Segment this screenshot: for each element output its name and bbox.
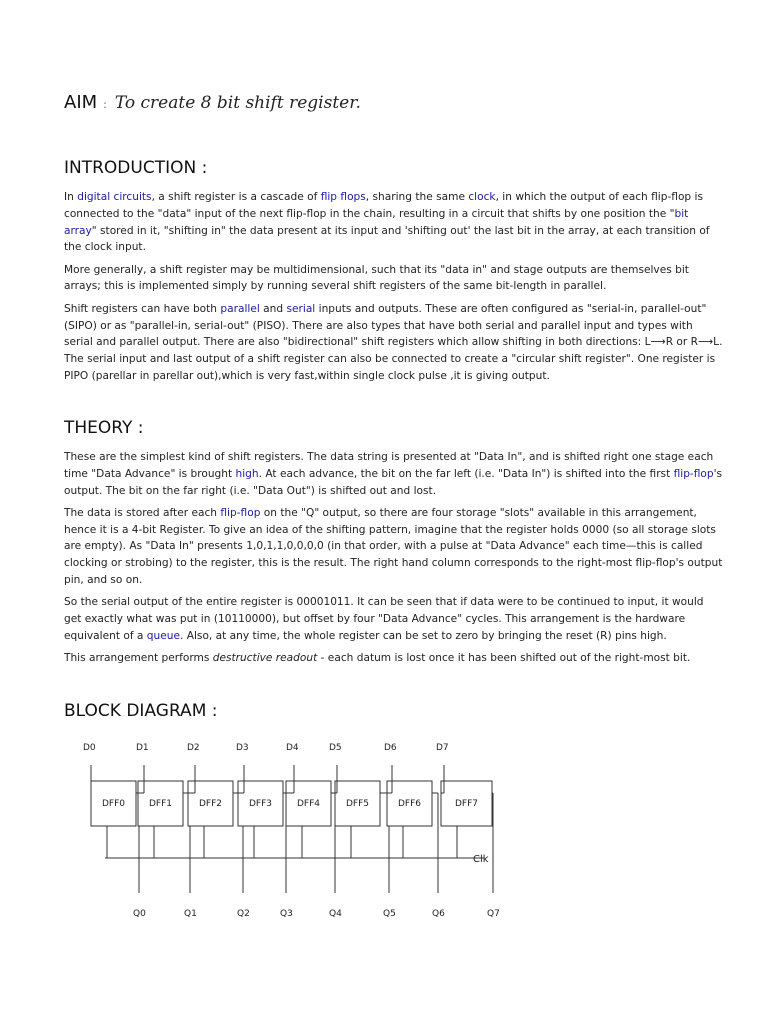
inline-link[interactable]: high (235, 467, 259, 480)
text-run: . At each advance, the bit on the far left (i.e. "Data In") is shifted into the first (258, 467, 674, 480)
introduction-paragraph-2: More generally, a shift register may be multidimensional, such that its "data in" and stage outputs are themselves bit arrays; this is implemented simply by running several shift registers of the same bit-length in parallel. (64, 263, 689, 293)
output-label: Q6 (432, 909, 445, 919)
introduction-heading: INTRODUCTION : (64, 158, 208, 178)
text-run: on the "Q" output, so there are four storage "slots" available in this arrangement, hence it is a 4-bit Register. To give an idea of the shifting pattern, imagine that the register holds 0000 (so all storage slots are empty). As "Data In" presents 1,0,1,1,0,0,0,0 (in that order, with a pulse at "Data Advance" each time—this is called clocking or strobing) to the register, this is the result. The right hand column corresponds to the right-most flip-flop's output pin, and so on. (64, 506, 723, 587)
inline-link[interactable]: flip-flop (220, 506, 261, 519)
flip-flop-label: DFF0 (101, 799, 126, 809)
inline-link[interactable]: clock (468, 191, 496, 203)
inline-link[interactable]: flip-flop (673, 467, 714, 480)
aim-colon: : (103, 98, 107, 111)
text-run: is a cascade of (235, 191, 321, 203)
output-label: Q7 (487, 909, 500, 919)
inline-link[interactable]: flip flops (320, 191, 366, 203)
text-run: shift register (168, 191, 236, 203)
text-run: " stored in it, "shifting in" the data present at its input and 'shifting out' the last bit in the array, at each transition of the clock input. (64, 224, 710, 254)
flip-flop-label: DFF4 (296, 799, 321, 809)
text-run: This arrangement performs (64, 652, 213, 665)
input-label: D5 (329, 743, 342, 753)
flip-flop-label: DFF2 (198, 799, 223, 809)
flip-flop-label: DFF1 (148, 799, 173, 809)
text-run: The data is stored after each (64, 506, 221, 519)
text-run: , sharing the same (365, 191, 469, 203)
block-diagram-heading: BLOCK DIAGRAM : (64, 701, 218, 721)
emphasis-text: destructive readout (212, 652, 318, 665)
text-run: - each datum is lost once it has been shifted out of the right-most bit. (317, 652, 691, 665)
text-run: , a (151, 191, 169, 203)
flip-flop-label: DFF5 (345, 799, 370, 809)
inline-link[interactable]: queue (146, 629, 180, 642)
input-label: D6 (384, 743, 397, 753)
text-run: 's output. The bit on the far right (i.e. "Data Out") is shifted out and lost. (64, 467, 723, 497)
text-run: In (64, 191, 78, 203)
input-label: D4 (286, 743, 299, 753)
aim-text: To create 8 bit shift register. (114, 93, 361, 113)
inline-link[interactable]: digital circuits (77, 191, 152, 203)
output-label: Q5 (383, 909, 396, 919)
text-run: inputs and outputs. These are often configured as "serial-in, parallel-out" (SIPO) or as "parallel-in, serial-out" (PISO). There are also types that have both serial and parallel input and types with serial and parallel output. There are also "bidirectional" shift registers which allow shifting in both directions: L⟶R or R⟶L. The serial input and last output of a shift register can also be connected to create a "circular shift register". One register is PIPO (parellar in parellar out),which is very fast,within single clock pulse ,it is giving output. (64, 302, 723, 382)
input-label: D0 (83, 743, 96, 753)
theory-heading: THEORY : (64, 418, 144, 438)
inline-link[interactable]: bit array (64, 207, 689, 237)
input-label: D3 (236, 743, 249, 753)
inline-link[interactable]: parallel (220, 302, 260, 315)
text-run: Shift registers can have both (64, 302, 221, 315)
input-label: D2 (187, 743, 200, 753)
output-label: Q2 (237, 909, 250, 919)
input-label: D1 (136, 743, 149, 753)
output-label: Q1 (184, 909, 197, 919)
input-label: D7 (436, 743, 449, 753)
flip-flop-label: DFF7 (454, 799, 479, 809)
text-run: So the serial output of the entire register is 00001011. It can be seen that if data were to be continued to input, it would get exactly what was put in (10110000), but offset by four "Data Advance" cycles. This arrangement is the hardware equivalent of a (64, 596, 704, 642)
flip-flop-label: DFF3 (248, 799, 273, 809)
inline-link[interactable]: serial (286, 302, 316, 315)
output-label: Q3 (280, 909, 293, 919)
aim-label: AIM (64, 92, 98, 113)
output-label: Q0 (133, 909, 146, 919)
output-label: Q4 (329, 909, 342, 919)
clock-label: Clk (473, 854, 489, 865)
text-run: These are the simplest kind of shift registers. The data string is presented at "Data In", and is shifted right one stage each time "Data Advance" is brought (64, 451, 714, 480)
text-run: and (259, 302, 287, 315)
flip-flop-label: DFF6 (397, 799, 422, 809)
text-run: . Also, at any time, the whole register can be set to zero by bringing the reset (R) pins high. (180, 629, 667, 642)
text-run: , in which the output of each flip-flop is connected to the "data" input of the next flip-flop in the chain, resulting in a circuit that shifts by one position the " (64, 191, 703, 220)
